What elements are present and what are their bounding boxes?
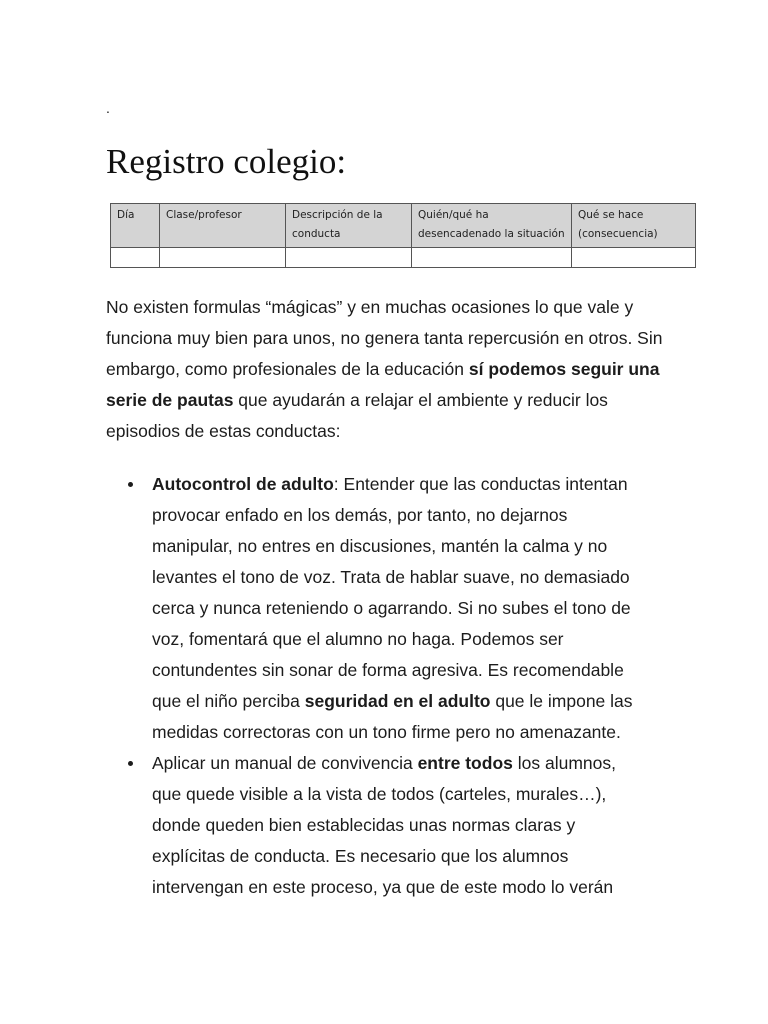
list-item	[106, 469, 642, 748]
bullet-2-text-0: Aplicar un manual de convivencia	[152, 753, 418, 773]
intro-paragraph	[106, 292, 686, 447]
intro-text-1: No existen formulas “mágicas” y en muchas ocasiones lo que vale y funciona muy bien para unos, no genera tanta repercusión en otros. Sin embargo, como profesionales de la educación	[106, 297, 663, 379]
table-cell	[572, 248, 696, 268]
bullet-2-bold-1: entre todos	[417, 753, 513, 773]
table-cell	[111, 248, 160, 268]
bullet-1-text-1: : Entender que las conductas intentan provocar enfado en los demás, por tanto, no dejarnos manipular, no entres en discusiones, mantén la calma y no levantes el tono de voz. Trata de hablar suave, no demasiado cerca y nunca reteniendo o agarrando. Si no subes el tono de voz, fomentará que el alumno no haga. Podemos ser contundentes sin sonar de forma agresiva. Es recomendable que el niño perciba	[152, 474, 631, 711]
bullet-1-bold-2: seguridad en el adulto	[304, 691, 491, 711]
guidelines-list	[106, 469, 686, 903]
intro-bold: sí podemos seguir una serie de pautas	[106, 359, 660, 410]
bullet-icon	[128, 761, 133, 766]
bullet-icon	[128, 482, 133, 487]
article-body	[106, 292, 686, 903]
header-dia: Día	[111, 204, 160, 248]
header-clase-profesor: Clase/profesor	[160, 204, 286, 248]
table-cell	[286, 248, 412, 268]
page-title: Registro colegio:	[106, 142, 347, 181]
header-que-se-hace: Qué se hace (consecuencia)	[572, 204, 696, 248]
table-cell	[160, 248, 286, 268]
table-header-row	[111, 204, 696, 248]
stray-mark: .	[106, 100, 110, 116]
bullet-1-bold-1: Autocontrol de adulto	[152, 474, 334, 494]
bullet-1-text-2: que le impone las medidas correctoras con un tono firme pero no amenazante.	[152, 691, 633, 742]
intro-text-2: que ayudarán a relajar el ambiente y reducir los episodios de estas conductas:	[106, 390, 608, 441]
list-item	[106, 748, 642, 903]
bullet-2-text-1: los alumnos, que quede visible a la vista de todos (carteles, murales…), donde queden bien establecidas unas normas claras y explícitas de conducta. Es necesario que los alumnos intervengan en este proceso, ya que de este modo lo verán	[152, 753, 616, 897]
header-quien-que: Quién/qué ha desencadenado la situación	[412, 204, 572, 248]
record-table	[110, 203, 696, 268]
header-descripcion: Descripción de la conducta	[286, 204, 412, 248]
table-row	[111, 248, 696, 268]
table-cell	[412, 248, 572, 268]
